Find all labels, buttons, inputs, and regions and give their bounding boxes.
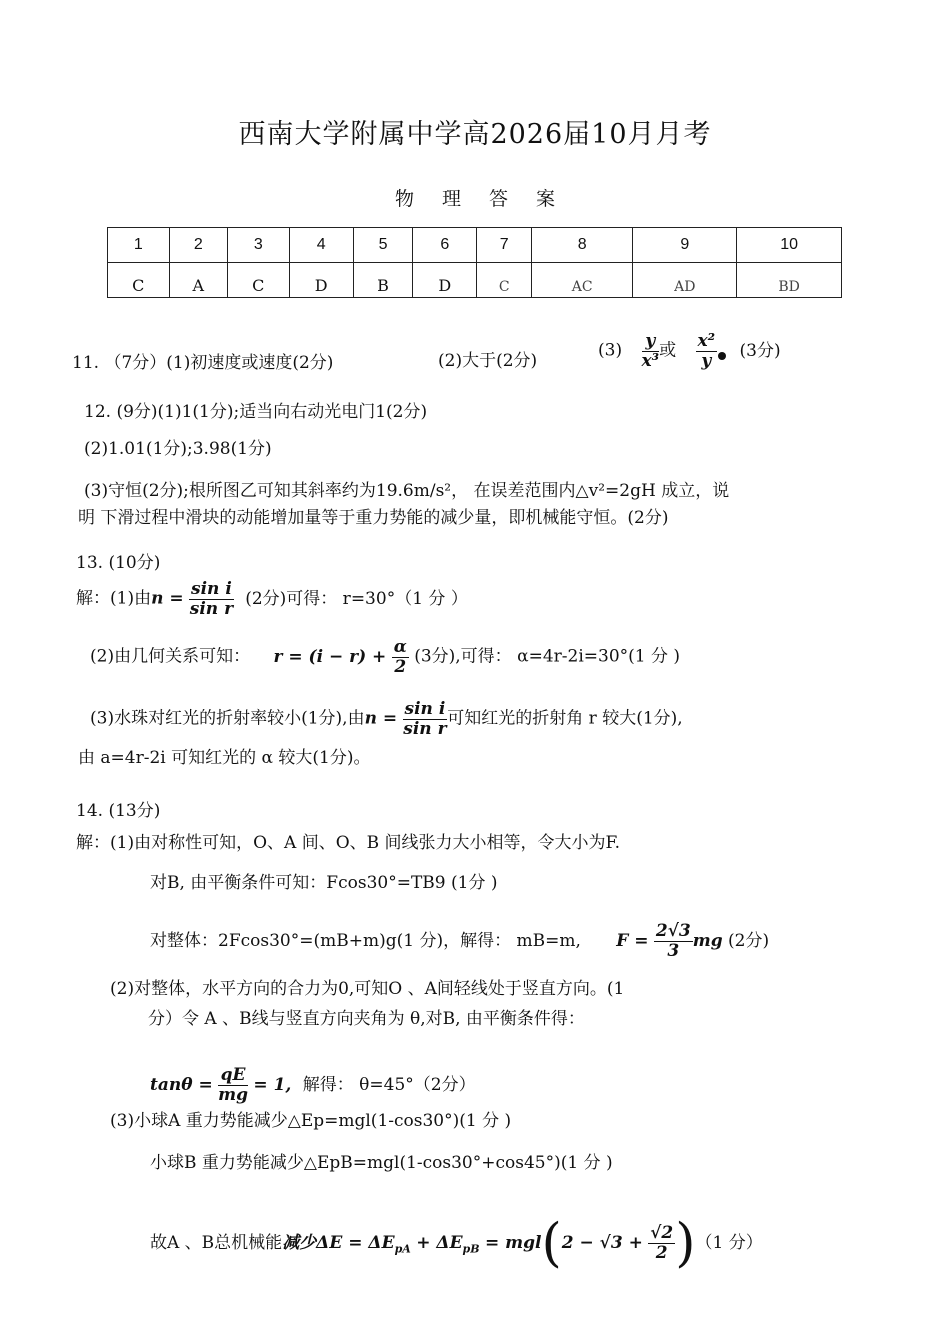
q14-line4: (2)对整体，水平方向的合力为0,可知O 、A间轻线处于竖直方向。(1 — [110, 979, 625, 999]
bullet-dot-icon — [718, 352, 726, 360]
question-number: 1 — [108, 228, 170, 263]
fraction-numerator: x² — [697, 331, 716, 351]
q14-line9 — [150, 1192, 763, 1274]
q14-line3-prefix: 对整体：2Fcos30°=(mB+m)g(1 分)，解得： mB=m, — [150, 931, 581, 951]
fraction-sini-over-sinr — [189, 580, 234, 618]
question-number: 2 — [169, 228, 227, 263]
subscript-pA: pA — [394, 1242, 411, 1256]
fraction-root2-over-2 — [648, 1224, 675, 1262]
q14-header: 14. (13分) — [76, 801, 161, 821]
question-number: 5 — [353, 228, 412, 263]
q14-line3 — [150, 906, 769, 961]
q11-part3-score: (3分) — [739, 340, 781, 361]
q13-part2-prefix: (2)由几何关系可知： — [90, 646, 251, 667]
answer-cell: D — [289, 263, 353, 298]
question-number: 10 — [737, 228, 842, 263]
fraction-numerator: √2 — [650, 1223, 674, 1244]
q11-part1: 11. （7分）(1)初速度或速度(2分) — [72, 353, 334, 373]
fraction-denominator: 3 — [667, 941, 680, 961]
answer-cell: D — [413, 263, 477, 298]
fraction-numerator: qE — [218, 1066, 248, 1086]
formula-r: r = (i − r) + — [273, 646, 387, 667]
q14-line1: 解：(1)由对称性可知，O、A 间、O、B 间线张力大小相等，令大小为F. — [76, 833, 621, 853]
formula-tan: tanθ = — [150, 1075, 213, 1095]
q13-part3 — [90, 700, 683, 738]
formula-F: F = — [616, 931, 649, 951]
question-number: 3 — [227, 228, 289, 263]
q13-part2 — [90, 638, 680, 676]
fraction-denominator: sin r — [189, 598, 234, 619]
question-number: 9 — [633, 228, 737, 263]
question-number: 4 — [289, 228, 353, 263]
fraction-qE-over-mg — [218, 1066, 248, 1104]
formula-delta-E: 减少ΔE = ΔE — [282, 1233, 395, 1253]
fraction-denominator: x³ — [641, 350, 660, 371]
formula-mg: mg — [692, 931, 723, 951]
q14-line6 — [150, 1046, 476, 1105]
answer-cell: B — [353, 263, 412, 298]
fraction-numerator: α — [393, 637, 407, 657]
q12-line1: 12. (9分)(1)1(1分);适当向右动光电门1(2分) — [84, 402, 428, 422]
fraction-y-over-x3 — [642, 332, 660, 370]
page-title: 西南大学附属中学高2026届10月月考 — [238, 119, 712, 150]
answer-cell: BD — [737, 263, 842, 298]
q12-line3: (3)守恒(2分);根所图乙可知其斜率约为19.6m/s²， 在误差范围内△v²=2gH 成立，说 — [84, 481, 730, 501]
formula-equals-one: = 1, — [253, 1075, 292, 1095]
question-number: 7 — [477, 228, 531, 263]
answer-cell: C — [108, 263, 170, 298]
fraction-denominator: 2 — [655, 1243, 668, 1263]
question-number: 8 — [531, 228, 632, 263]
answer-table-answers-row — [108, 263, 842, 298]
q14-line9-score: （1 分） — [695, 1233, 763, 1253]
fraction-2root3-over-3 — [654, 922, 693, 960]
formula-2-minus-root3: 2 − √3 + — [561, 1233, 643, 1253]
or-text: 或 — [659, 340, 677, 361]
answer-cell: A — [169, 263, 227, 298]
q14-line9-prefix: 故A 、B总机械能 — [150, 1233, 283, 1253]
answer-table — [107, 227, 842, 298]
formula-n: n = — [151, 588, 184, 609]
q12-line2: (2)1.01(1分);3.98(1分) — [84, 439, 272, 459]
q13-part3-suffix: 可知红光的折射角 r 较大(1分), — [447, 708, 683, 729]
fraction-numerator: sin i — [191, 579, 232, 599]
answer-cell: C — [477, 263, 531, 298]
answer-cell: AC — [531, 263, 632, 298]
fraction-numerator: y — [642, 332, 660, 352]
formula-n: n = — [364, 708, 398, 729]
q14-line6-suffix: 解得： θ=45°（2分） — [302, 1075, 476, 1095]
q13-part1-prefix: 解：(1)由 — [76, 588, 152, 609]
fraction-x2-over-y — [696, 332, 718, 370]
formula-plus-delta-E: + ΔE — [416, 1233, 463, 1253]
q13-part1-suffix: (2分)可得： r=30°（1 分 ） — [245, 588, 468, 609]
fraction-alpha-over-2 — [392, 638, 409, 676]
left-paren: ( — [541, 1213, 562, 1274]
answer-cell: C — [227, 263, 289, 298]
q11-part3-label: (3) — [598, 340, 623, 361]
q14-line2: 对B, 由平衡条件可知：Fcos30°=TB9 (1分 ) — [150, 873, 498, 893]
fraction-denominator: sin r — [403, 718, 447, 739]
q13-part2-suffix: (3分),可得： α=4r-2i=30°(1 分 ) — [414, 646, 681, 667]
q14-line3-score: (2分) — [728, 931, 770, 951]
q14-line5: 分）令 A 、B线与竖直方向夹角为 θ,对B, 由平衡条件得： — [148, 1009, 585, 1029]
q13-header: 13. (10分) — [76, 553, 161, 573]
fraction-numerator: sin i — [404, 699, 446, 719]
q12-line4: 明 下滑过程中滑块的动能增加量等于重力势能的减少量，即机械能守恒。(2分) — [78, 508, 669, 528]
q14-line7: (3)小球A 重力势能减少△Ep=mgl(1-cos30°)(1 分 ) — [110, 1111, 512, 1131]
right-paren: ) — [675, 1213, 696, 1274]
page-subtitle: 物 理 答 案 — [394, 188, 556, 210]
answer-table-numbers-row — [108, 228, 842, 263]
q14-line8: 小球B 重力势能减少△EpB=mgl(1-cos30°+cos45°)(1 分 ) — [150, 1153, 613, 1173]
fraction-numerator: 2√3 — [655, 921, 691, 942]
q13-part4: 由 a=4r-2i 可知红光的 α 较大(1分)。 — [78, 748, 371, 768]
q13-part1 — [76, 580, 468, 618]
fraction-denominator: 2 — [394, 656, 407, 677]
question-number: 6 — [413, 228, 477, 263]
q13-part3-prefix: (3)水珠对红光的折射率较小(1分),由 — [90, 708, 365, 729]
fraction-denominator: y — [701, 350, 712, 371]
answer-cell: AD — [633, 263, 737, 298]
subscript-pB: pB — [462, 1242, 480, 1256]
q11-part3 — [598, 332, 781, 370]
fraction-sini-over-sinr — [403, 700, 448, 738]
formula-mgl: = mgl — [484, 1233, 542, 1253]
q11-part2: (2)大于(2分) — [438, 351, 538, 371]
fraction-denominator: mg — [218, 1085, 249, 1105]
